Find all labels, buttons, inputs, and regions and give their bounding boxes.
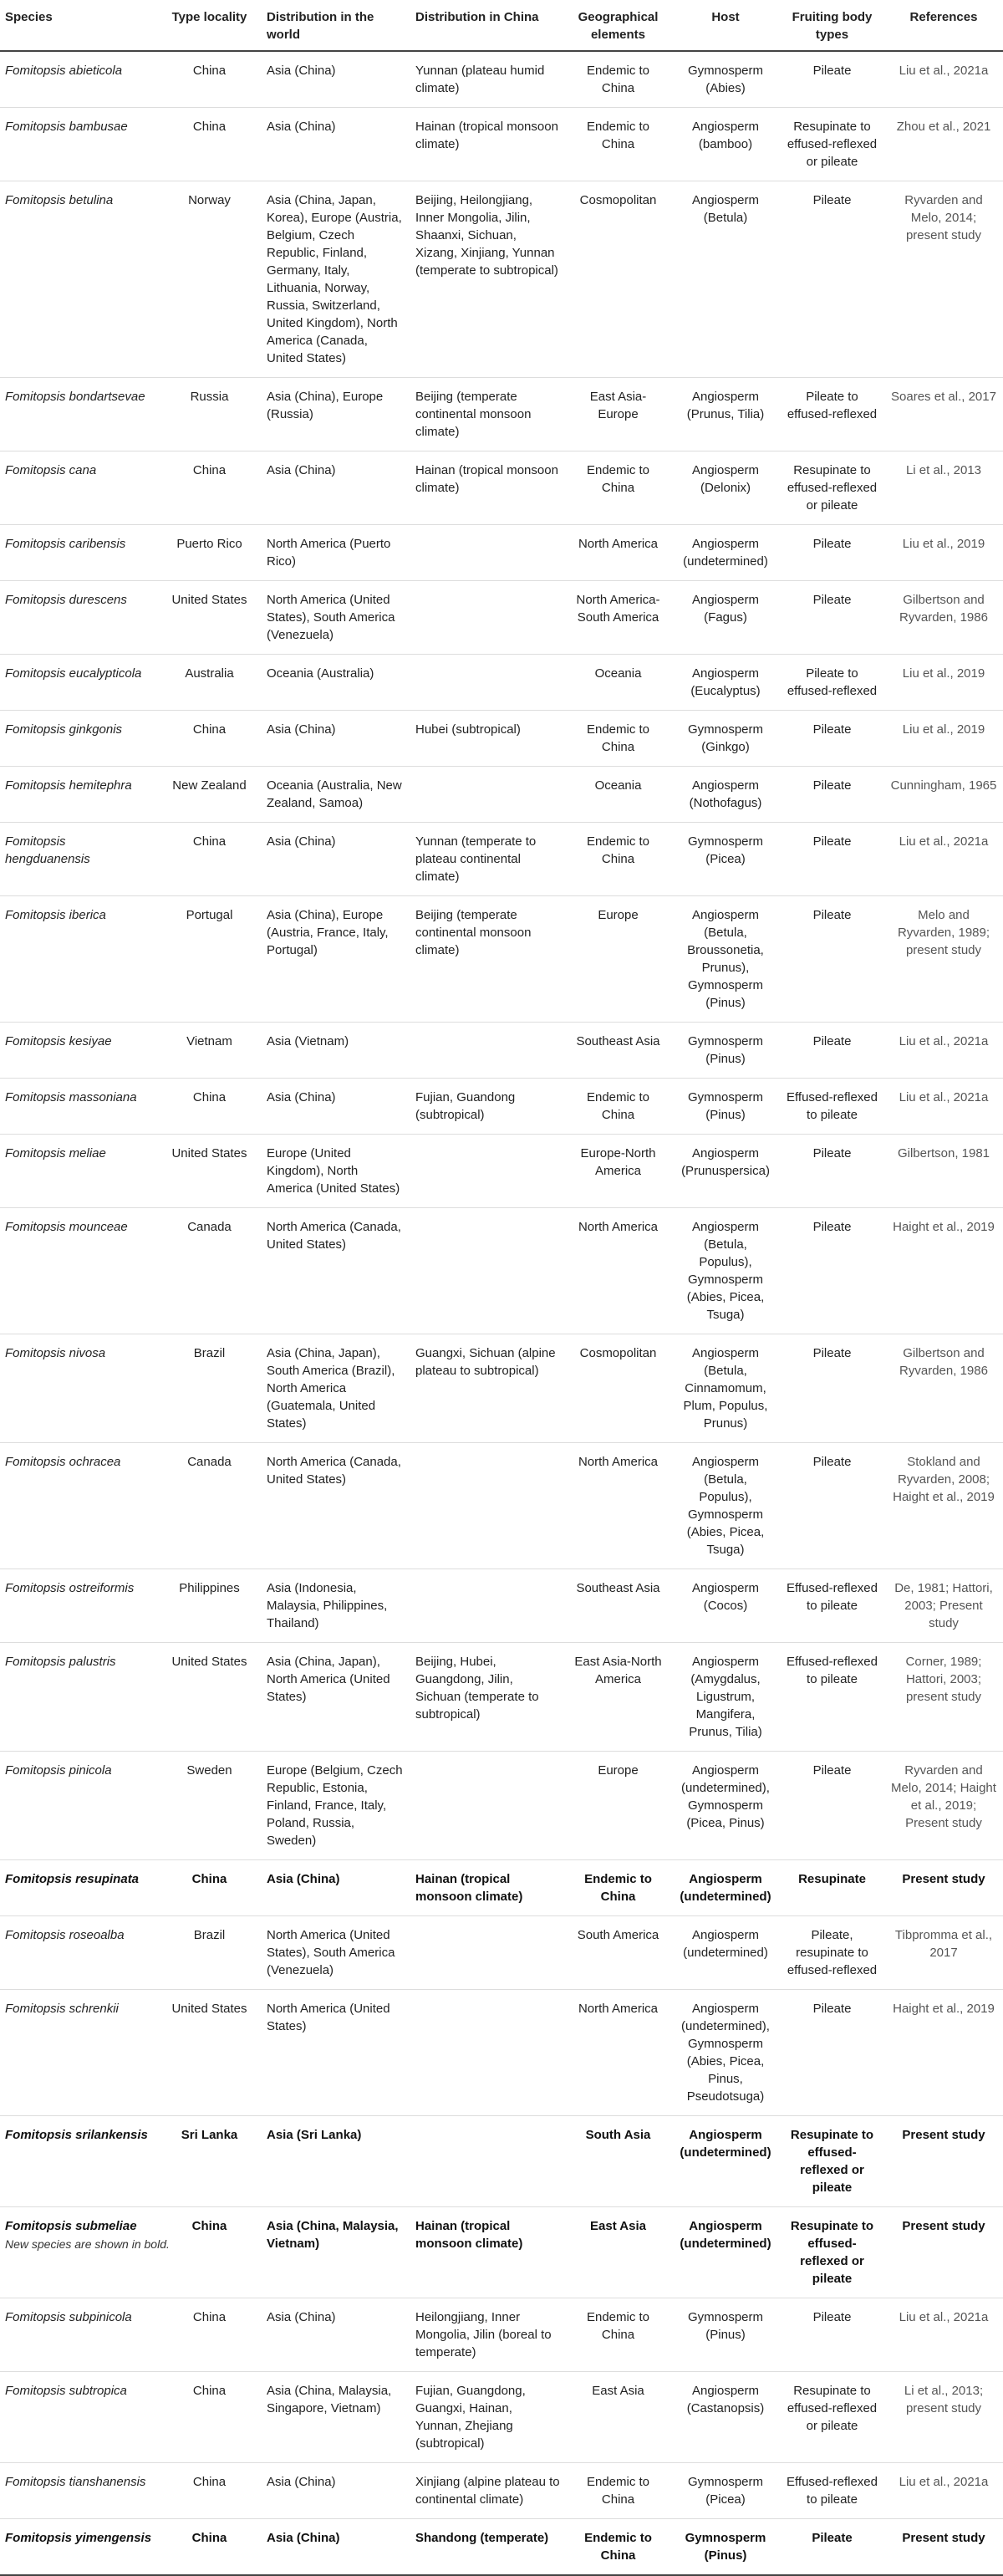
cell-host: Angiosperm (Amygdalus, Ligustrum, Mangifera, Prunus, Tilia) <box>671 1643 780 1752</box>
cell-distribution-world: Oceania (Australia) <box>262 655 410 711</box>
cell-type-locality: United States <box>157 1135 262 1208</box>
cell-fruiting-body-types: Pileate <box>780 1135 884 1208</box>
cell-fruiting-body-types: Pileate <box>780 896 884 1023</box>
header-species: Species <box>0 0 157 51</box>
table-row <box>0 1990 1003 2116</box>
cell-host: Gymnosperm (Pinus) <box>671 1023 780 1079</box>
table-row <box>0 767 1003 823</box>
cell-distribution-china: Hainan (tropical monsoon climate) <box>410 1860 565 1916</box>
cell-species: Fomitopsis betulina <box>0 181 157 378</box>
cell-distribution-china: Fujian, Guangdong, Guangxi, Hainan, Yunnan, Zhejiang (subtropical) <box>410 2372 565 2463</box>
cell-species: Fomitopsis roseoalba <box>0 1916 157 1990</box>
cell-distribution-world: Asia (China) <box>262 1079 410 1135</box>
cell-distribution-china: Shandong (temperate) <box>410 2519 565 2576</box>
cell-type-locality: China <box>157 2463 262 2519</box>
cell-type-locality: Canada <box>157 1443 262 1569</box>
cell-references: Liu et al., 2021a <box>884 823 1003 896</box>
cell-fruiting-body-types: Pileate <box>780 181 884 378</box>
cell-geographical-elements: Endemic to China <box>565 2298 671 2372</box>
cell-species: Fomitopsis srilankensis <box>0 2116 157 2207</box>
cell-fruiting-body-types: Resupinate to effused-reflexed or pileate <box>780 2116 884 2207</box>
cell-references: Melo and Ryvarden, 1989; present study <box>884 896 1003 1023</box>
cell-fruiting-body-types: Pileate <box>780 767 884 823</box>
cell-distribution-china <box>410 1916 565 1990</box>
cell-type-locality: Portugal <box>157 896 262 1023</box>
table-row <box>0 51 1003 108</box>
cell-distribution-china: Beijing (temperate continental monsoon climate) <box>410 896 565 1023</box>
cell-geographical-elements: North America-South America <box>565 581 671 655</box>
cell-fruiting-body-types: Pileate <box>780 525 884 581</box>
cell-species: Fomitopsis hengduanensis <box>0 823 157 896</box>
cell-species: Fomitopsis bambusae <box>0 108 157 181</box>
cell-species: Fomitopsis durescens <box>0 581 157 655</box>
cell-geographical-elements: East Asia-North America <box>565 1643 671 1752</box>
cell-fruiting-body-types: Effused-reflexed to pileate <box>780 2463 884 2519</box>
cell-references: Haight et al., 2019 <box>884 1990 1003 2116</box>
cell-type-locality: United States <box>157 1990 262 2116</box>
cell-host: Angiosperm (undetermined), Gymnosperm (Picea, Pinus) <box>671 1752 780 1860</box>
cell-distribution-world: Asia (Vietnam) <box>262 1023 410 1079</box>
header-type-locality: Type locality <box>157 0 262 51</box>
cell-host: Angiosperm (undetermined) <box>671 2116 780 2207</box>
cell-geographical-elements: Endemic to China <box>565 1860 671 1916</box>
cell-host: Angiosperm (Betula, Broussonetia, Prunus), Gymnosperm (Pinus) <box>671 896 780 1023</box>
cell-geographical-elements: Endemic to China <box>565 2519 671 2576</box>
table-row <box>0 1208 1003 1334</box>
cell-geographical-elements: North America <box>565 1990 671 2116</box>
cell-type-locality: China <box>157 2207 262 2298</box>
cell-fruiting-body-types: Effused-reflexed to pileate <box>780 1079 884 1135</box>
cell-distribution-world: Asia (China) <box>262 2463 410 2519</box>
cell-host: Gymnosperm (Pinus) <box>671 1079 780 1135</box>
cell-species: Fomitopsis iberica <box>0 896 157 1023</box>
cell-distribution-china <box>410 1208 565 1334</box>
cell-host: Angiosperm (Prunuspersica) <box>671 1135 780 1208</box>
cell-host: Angiosperm (Betula, Populus), Gymnosperm (Abies, Picea, Tsuga) <box>671 1208 780 1334</box>
cell-fruiting-body-types: Pileate <box>780 1752 884 1860</box>
cell-fruiting-body-types: Pileate <box>780 823 884 896</box>
cell-distribution-china <box>410 655 565 711</box>
cell-fruiting-body-types: Pileate <box>780 711 884 767</box>
table-row <box>0 1443 1003 1569</box>
cell-fruiting-body-types: Resupinate to effused-reflexed or pileate <box>780 451 884 525</box>
cell-geographical-elements: Endemic to China <box>565 2463 671 2519</box>
cell-distribution-world: Europe (Belgium, Czech Republic, Estonia, Finland, France, Italy, Poland, Russia, Sweden) <box>262 1752 410 1860</box>
cell-host: Gymnosperm (Pinus) <box>671 2519 780 2576</box>
cell-species: Fomitopsis massoniana <box>0 1079 157 1135</box>
cell-host: Angiosperm (Castanopsis) <box>671 2372 780 2463</box>
cell-host: Angiosperm (Prunus, Tilia) <box>671 378 780 451</box>
cell-references: Haight et al., 2019 <box>884 1208 1003 1334</box>
cell-distribution-china <box>410 525 565 581</box>
cell-fruiting-body-types: Effused-reflexed to pileate <box>780 1569 884 1643</box>
cell-host: Gymnosperm (Picea) <box>671 823 780 896</box>
cell-distribution-china <box>410 1443 565 1569</box>
table-row <box>0 1569 1003 1643</box>
cell-species: Fomitopsis meliae <box>0 1135 157 1208</box>
table-row <box>0 1023 1003 1079</box>
cell-references: Zhou et al., 2021 <box>884 108 1003 181</box>
cell-host: Angiosperm (Nothofagus) <box>671 767 780 823</box>
cell-geographical-elements: Southeast Asia <box>565 1023 671 1079</box>
cell-fruiting-body-types: Resupinate <box>780 1860 884 1916</box>
cell-geographical-elements: Endemic to China <box>565 451 671 525</box>
cell-references: Liu et al., 2019 <box>884 711 1003 767</box>
table-row <box>0 896 1003 1023</box>
cell-geographical-elements: Europe-North America <box>565 1135 671 1208</box>
cell-references: Stokland and Ryvarden, 2008; Haight et al., 2019 <box>884 1443 1003 1569</box>
table-row <box>0 1334 1003 1443</box>
cell-references: Gilbertson and Ryvarden, 1986 <box>884 581 1003 655</box>
cell-species: Fomitopsis subtropica <box>0 2372 157 2463</box>
cell-references: Li et al., 2013 <box>884 451 1003 525</box>
cell-distribution-world: Asia (Indonesia, Malaysia, Philippines, Thailand) <box>262 1569 410 1643</box>
cell-geographical-elements: North America <box>565 1443 671 1569</box>
cell-distribution-world: Asia (China) <box>262 2519 410 2576</box>
cell-distribution-world: Asia (China) <box>262 108 410 181</box>
cell-references: Present study <box>884 2207 1003 2298</box>
cell-distribution-china: Guangxi, Sichuan (alpine plateau to subtropical) <box>410 1334 565 1443</box>
table-row <box>0 181 1003 378</box>
table-row <box>0 525 1003 581</box>
cell-fruiting-body-types: Pileate <box>780 1334 884 1443</box>
cell-host: Angiosperm (Eucalyptus) <box>671 655 780 711</box>
cell-distribution-china <box>410 1023 565 1079</box>
cell-species: Fomitopsis kesiyae <box>0 1023 157 1079</box>
cell-host: Angiosperm (undetermined) <box>671 1916 780 1990</box>
table-row <box>0 1135 1003 1208</box>
table-body <box>0 51 1003 2575</box>
cell-references: Present study <box>884 2116 1003 2207</box>
cell-geographical-elements: Endemic to China <box>565 108 671 181</box>
cell-references: Liu et al., 2021a <box>884 2463 1003 2519</box>
cell-type-locality: Philippines <box>157 1569 262 1643</box>
cell-references: Corner, 1989; Hattori, 2003; present study <box>884 1643 1003 1752</box>
cell-distribution-china: Beijing (temperate continental monsoon climate) <box>410 378 565 451</box>
header-distribution-china: Distribution in China <box>410 0 565 51</box>
cell-references: Present study <box>884 2519 1003 2576</box>
cell-type-locality: Canada <box>157 1208 262 1334</box>
cell-species: Fomitopsis yimengensis <box>0 2519 157 2576</box>
cell-references: Liu et al., 2021a <box>884 1023 1003 1079</box>
cell-distribution-china: Fujian, Guandong (subtropical) <box>410 1079 565 1135</box>
cell-host: Angiosperm (Cocos) <box>671 1569 780 1643</box>
cell-references: Liu et al., 2021a <box>884 51 1003 108</box>
cell-distribution-world: Asia (China) <box>262 2298 410 2372</box>
cell-distribution-china <box>410 2116 565 2207</box>
cell-host: Angiosperm (undetermined) <box>671 525 780 581</box>
cell-references: De, 1981; Hattori, 2003; Present study <box>884 1569 1003 1643</box>
cell-species: Fomitopsis eucalypticola <box>0 655 157 711</box>
cell-type-locality: Vietnam <box>157 1023 262 1079</box>
cell-species: Fomitopsis caribensis <box>0 525 157 581</box>
cell-host: Angiosperm (undetermined) <box>671 2207 780 2298</box>
cell-geographical-elements: Southeast Asia <box>565 1569 671 1643</box>
cell-distribution-world: Asia (China, Japan), South America (Brazil), North America (Guatemala, United States) <box>262 1334 410 1443</box>
cell-host: Angiosperm (undetermined), Gymnosperm (Abies, Picea, Pinus, Pseudotsuga) <box>671 1990 780 2116</box>
cell-distribution-china: Beijing, Hubei, Guangdong, Jilin, Sichuan (temperate to subtropical) <box>410 1643 565 1752</box>
cell-species: Fomitopsis ochracea <box>0 1443 157 1569</box>
table-row <box>0 108 1003 181</box>
cell-host: Angiosperm (Betula, Populus), Gymnosperm (Abies, Picea, Tsuga) <box>671 1443 780 1569</box>
cell-fruiting-body-types: Resupinate to effused-reflexed or pileate <box>780 2372 884 2463</box>
cell-species: Fomitopsis schrenkii <box>0 1990 157 2116</box>
cell-geographical-elements: North America <box>565 1208 671 1334</box>
cell-host: Angiosperm (Fagus) <box>671 581 780 655</box>
cell-geographical-elements: Endemic to China <box>565 711 671 767</box>
cell-type-locality: China <box>157 51 262 108</box>
table-row <box>0 1643 1003 1752</box>
cell-distribution-china: Beijing, Heilongjiang, Inner Mongolia, Jilin, Shaanxi, Sichuan, Xizang, Xinjiang, Yunnan (temperate to subtropical) <box>410 181 565 378</box>
cell-fruiting-body-types: Pileate <box>780 1443 884 1569</box>
table-footnote: New species are shown in bold. <box>5 2237 170 2251</box>
cell-host: Angiosperm (bamboo) <box>671 108 780 181</box>
cell-distribution-world: Asia (China) <box>262 711 410 767</box>
cell-geographical-elements: South America <box>565 1916 671 1990</box>
cell-distribution-china: Yunnan (plateau humid climate) <box>410 51 565 108</box>
cell-fruiting-body-types: Resupinate to effused-reflexed or pileate <box>780 108 884 181</box>
cell-fruiting-body-types: Pileate <box>780 1990 884 2116</box>
cell-species: Fomitopsis tianshanensis <box>0 2463 157 2519</box>
cell-host: Gymnosperm (Abies) <box>671 51 780 108</box>
table-row <box>0 1079 1003 1135</box>
cell-type-locality: China <box>157 451 262 525</box>
table-row <box>0 2207 1003 2298</box>
cell-distribution-world: North America (United States), South America (Venezuela) <box>262 581 410 655</box>
cell-references: Ryvarden and Melo, 2014; present study <box>884 181 1003 378</box>
table-row <box>0 1752 1003 1860</box>
cell-distribution-china: Xinjiang (alpine plateau to continental climate) <box>410 2463 565 2519</box>
cell-references: Li et al., 2013; present study <box>884 2372 1003 2463</box>
cell-distribution-world: North America (Canada, United States) <box>262 1443 410 1569</box>
cell-distribution-world: North America (Puerto Rico) <box>262 525 410 581</box>
cell-type-locality: Russia <box>157 378 262 451</box>
table-row <box>0 2116 1003 2207</box>
cell-geographical-elements: East Asia-Europe <box>565 378 671 451</box>
cell-fruiting-body-types: Pileate <box>780 1208 884 1334</box>
cell-references: Cunningham, 1965 <box>884 767 1003 823</box>
cell-references: Liu et al., 2021a <box>884 1079 1003 1135</box>
cell-species: Fomitopsis palustris <box>0 1643 157 1752</box>
cell-references: Liu et al., 2021a <box>884 2298 1003 2372</box>
cell-fruiting-body-types: Pileate to effused-reflexed <box>780 378 884 451</box>
cell-host: Angiosperm (undetermined) <box>671 1860 780 1916</box>
cell-type-locality: Sweden <box>157 1752 262 1860</box>
table-row <box>0 655 1003 711</box>
cell-distribution-world: Asia (China, Malaysia, Vietnam) <box>262 2207 410 2298</box>
cell-species: Fomitopsis pinicola <box>0 1752 157 1860</box>
cell-fruiting-body-types: Pileate to effused-reflexed <box>780 655 884 711</box>
cell-distribution-world: Asia (China), Europe (Austria, France, Italy, Portugal) <box>262 896 410 1023</box>
table-row <box>0 378 1003 451</box>
cell-geographical-elements: North America <box>565 525 671 581</box>
cell-distribution-china <box>410 767 565 823</box>
cell-fruiting-body-types: Effused-reflexed to pileate <box>780 1643 884 1752</box>
cell-type-locality: United States <box>157 581 262 655</box>
cell-type-locality: China <box>157 108 262 181</box>
cell-references: Soares et al., 2017 <box>884 378 1003 451</box>
cell-species: Fomitopsis ostreiformis <box>0 1569 157 1643</box>
table-row <box>0 823 1003 896</box>
cell-type-locality: China <box>157 2372 262 2463</box>
header-geographical-elements: Geographical elements <box>565 0 671 51</box>
cell-geographical-elements: Europe <box>565 1752 671 1860</box>
cell-geographical-elements: South Asia <box>565 2116 671 2207</box>
cell-distribution-china <box>410 1990 565 2116</box>
cell-type-locality: China <box>157 1860 262 1916</box>
cell-geographical-elements: Cosmopolitan <box>565 1334 671 1443</box>
cell-type-locality: Norway <box>157 181 262 378</box>
cell-references: Liu et al., 2019 <box>884 525 1003 581</box>
cell-type-locality: China <box>157 2519 262 2576</box>
cell-distribution-world: Europe (United Kingdom), North America (United States) <box>262 1135 410 1208</box>
cell-geographical-elements: East Asia <box>565 2372 671 2463</box>
cell-fruiting-body-types: Pileate <box>780 51 884 108</box>
cell-distribution-china: Hainan (tropical monsoon climate) <box>410 108 565 181</box>
cell-species: Fomitopsis ginkgonis <box>0 711 157 767</box>
cell-distribution-world: North America (United States) <box>262 1990 410 2116</box>
cell-type-locality: United States <box>157 1643 262 1752</box>
cell-distribution-china: Heilongjiang, Inner Mongolia, Jilin (boreal to temperate) <box>410 2298 565 2372</box>
cell-geographical-elements: Endemic to China <box>565 1079 671 1135</box>
cell-host: Gymnosperm (Pinus) <box>671 2298 780 2372</box>
cell-distribution-world: Asia (China) <box>262 1860 410 1916</box>
table-row <box>0 2519 1003 2576</box>
cell-type-locality: New Zealand <box>157 767 262 823</box>
cell-geographical-elements: Cosmopolitan <box>565 181 671 378</box>
cell-host: Angiosperm (Delonix) <box>671 451 780 525</box>
cell-distribution-world: North America (Canada, United States) <box>262 1208 410 1334</box>
cell-species: Fomitopsis nivosa <box>0 1334 157 1443</box>
table-row <box>0 2298 1003 2372</box>
cell-geographical-elements: Endemic to China <box>565 823 671 896</box>
header-distribution-world: Distribution in the world <box>262 0 410 51</box>
cell-fruiting-body-types: Pileate <box>780 581 884 655</box>
cell-references: Liu et al., 2019 <box>884 655 1003 711</box>
table-row <box>0 2463 1003 2519</box>
cell-fruiting-body-types: Pileate <box>780 2519 884 2576</box>
cell-references: Gilbertson, 1981 <box>884 1135 1003 1208</box>
cell-species: Fomitopsis hemitephra <box>0 767 157 823</box>
cell-fruiting-body-types: Pileate <box>780 1023 884 1079</box>
header-fruiting-body-types: Fruiting body types <box>780 0 884 51</box>
cell-species: Fomitopsis abieticola <box>0 51 157 108</box>
cell-fruiting-body-types: Resupinate to effused-reflexed or pileate <box>780 2207 884 2298</box>
cell-distribution-world: Asia (China), Europe (Russia) <box>262 378 410 451</box>
table-row <box>0 1916 1003 1990</box>
cell-distribution-china <box>410 581 565 655</box>
cell-species: Fomitopsis mounceae <box>0 1208 157 1334</box>
cell-geographical-elements: Europe <box>565 896 671 1023</box>
cell-distribution-world: Asia (China, Malaysia, Singapore, Vietnam) <box>262 2372 410 2463</box>
cell-type-locality: Puerto Rico <box>157 525 262 581</box>
table-row <box>0 2372 1003 2463</box>
cell-type-locality: Sri Lanka <box>157 2116 262 2207</box>
cell-species: Fomitopsis resupinata <box>0 1860 157 1916</box>
cell-distribution-china <box>410 1569 565 1643</box>
cell-distribution-china: Hainan (tropical monsoon climate) <box>410 2207 565 2298</box>
cell-host: Gymnosperm (Picea) <box>671 2463 780 2519</box>
cell-species: Fomitopsis submeliae <box>0 2207 157 2298</box>
cell-host: Angiosperm (Betula) <box>671 181 780 378</box>
cell-distribution-china: Yunnan (temperate to plateau continental climate) <box>410 823 565 896</box>
cell-geographical-elements: Endemic to China <box>565 51 671 108</box>
cell-fruiting-body-types: Pileate <box>780 2298 884 2372</box>
table-header <box>0 0 1003 51</box>
cell-references: Present study <box>884 1860 1003 1916</box>
cell-distribution-china: Hainan (tropical monsoon climate) <box>410 451 565 525</box>
cell-geographical-elements: East Asia <box>565 2207 671 2298</box>
cell-species: Fomitopsis bondartsevae <box>0 378 157 451</box>
cell-type-locality: China <box>157 2298 262 2372</box>
header-references: References <box>884 0 1003 51</box>
table-row <box>0 711 1003 767</box>
cell-distribution-world: Asia (China, Japan), North America (United States) <box>262 1643 410 1752</box>
header-host: Host <box>671 0 780 51</box>
cell-species: Fomitopsis subpinicola <box>0 2298 157 2372</box>
cell-references: Gilbertson and Ryvarden, 1986 <box>884 1334 1003 1443</box>
cell-type-locality: Australia <box>157 655 262 711</box>
cell-distribution-world: Asia (China) <box>262 51 410 108</box>
cell-distribution-world: Asia (Sri Lanka) <box>262 2116 410 2207</box>
cell-host: Gymnosperm (Ginkgo) <box>671 711 780 767</box>
cell-geographical-elements: Oceania <box>565 767 671 823</box>
table-row <box>0 581 1003 655</box>
cell-type-locality: China <box>157 1079 262 1135</box>
table-row <box>0 1860 1003 1916</box>
cell-distribution-china <box>410 1135 565 1208</box>
cell-distribution-world: Asia (China) <box>262 823 410 896</box>
cell-fruiting-body-types: Pileate, resupinate to effused-reflexed <box>780 1916 884 1990</box>
cell-distribution-world: North America (United States), South America (Venezuela) <box>262 1916 410 1990</box>
cell-type-locality: Brazil <box>157 1334 262 1443</box>
cell-type-locality: Brazil <box>157 1916 262 1990</box>
cell-type-locality: China <box>157 711 262 767</box>
cell-host: Angiosperm (Betula, Cinnamomum, Plum, Populus, Prunus) <box>671 1334 780 1443</box>
cell-distribution-world: Asia (China) <box>262 451 410 525</box>
table-row <box>0 451 1003 525</box>
cell-geographical-elements: Oceania <box>565 655 671 711</box>
cell-distribution-world: Oceania (Australia, New Zealand, Samoa) <box>262 767 410 823</box>
cell-references: Tibpromma et al., 2017 <box>884 1916 1003 1990</box>
cell-distribution-world: Asia (China, Japan, Korea), Europe (Austria, Belgium, Czech Republic, Finland, Germany, Italy, Lithuania, Norway, Russia, Switzerland, United Kingdom), North America (Canada, United States) <box>262 181 410 378</box>
cell-type-locality: China <box>157 823 262 896</box>
cell-references: Ryvarden and Melo, 2014; Haight et al., 2019; Present study <box>884 1752 1003 1860</box>
cell-distribution-china <box>410 1752 565 1860</box>
cell-species: Fomitopsis cana <box>0 451 157 525</box>
cell-distribution-china: Hubei (subtropical) <box>410 711 565 767</box>
